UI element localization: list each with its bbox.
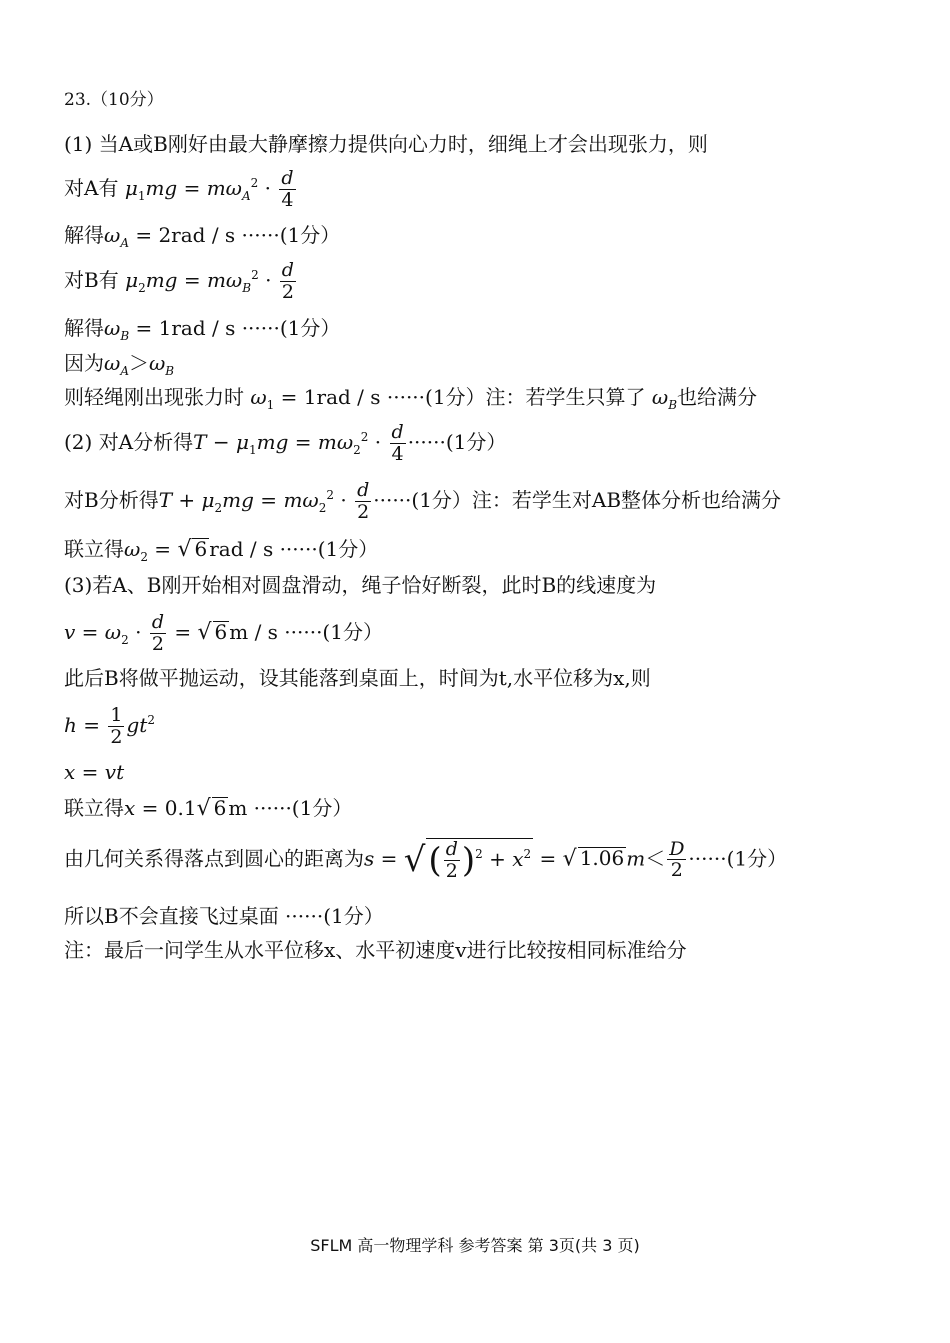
conclusion: 所以B不会直接飞过桌面 ······(1分） [64, 904, 384, 928]
fraction: $\frac{d}{4}$ [391, 421, 404, 465]
page-footer: SFLM 高一物理学科 参考答案 第 3页(共 3 页) [310, 1236, 640, 1255]
fraction: $\frac{D}{2}$ [669, 837, 685, 882]
fraction: $\frac{d}{2}$ [151, 611, 164, 655]
eq-a-force: 对A有 $\mu_1mg = m\omega_A^2$ · $\frac{d}{4}$ [64, 167, 294, 211]
fraction: $\frac{1}{2}$ [110, 704, 123, 748]
eq-part2-a: (2) 对A分析得$T - \mu_1mg = m\omega_2^2$ · $\frac{d}{4}$ ······(1分） [64, 421, 507, 465]
eq-part2-b: 对B分析得$T + \mu_2mg = m\omega_2^2$ · $\frac{d}{2}$ ······(1分）注：若学生对AB整体分析也给满分 [64, 479, 782, 523]
fraction: $\frac{d}{2}$ [357, 479, 370, 523]
part3-projectile: 此后B将做平抛运动，设其能落到桌面上，时间为t,水平位移为x,则 [64, 666, 651, 690]
eq-velocity: $v = \omega_2$ · $\frac{d}{2}$ = √ 6 m / s ······(1分） [64, 611, 383, 655]
eq-omega1: 则轻绳刚出现张力时 $\omega_1 = 1rad / s \cdot\cdot\cdot\cdot\cdot\cdot(1$分）注：若学生只算了 $\omega_B$也给满分 [64, 385, 758, 412]
eq-distance: 由几何关系得落点到圆心的距离为s = √( $\frac{d}{2}$ )$^2 + x^2$ = √ 1.06 m＜ $\frac{D}{2}$ ······(1分） [64, 837, 788, 882]
eq-compare: 因为$\omega_A>\omega_B$ [64, 351, 175, 378]
final-note: 注：最后一问学生从水平位移x、水平初速度v进行比较按相同标准给分 [64, 938, 687, 962]
eq-omega-a: 解得$\omega_A = 2rad / s \cdot\cdot\cdot\cdot\cdot\cdot(1$分） [64, 223, 341, 250]
eq-b-force: 对B有 $\mu_2mg = m\omega_B^2$ · $\frac{d}{2}$ [64, 259, 294, 303]
eq-x: x = vt [64, 760, 125, 784]
eq-x-value: 联立得x = 0.1√ 6 m ······(1分） [64, 796, 353, 821]
eq-omega2: 联立得$\omega_2$ = √ 6 rad / s ······(1分） [64, 537, 379, 564]
question-header: 23.（10分） [64, 90, 164, 110]
part3-intro: (3)若A、B刚开始相对圆盘滑动，绳子恰好断裂，此时B的线速度为 [64, 573, 657, 597]
eq-height: h = $\frac{1}{2}$ $gt^2$ [64, 704, 155, 748]
eq-omega-b: 解得$\omega_B = 1rad / s \cdot\cdot\cdot\cdot\cdot\cdot(1$分） [64, 316, 341, 343]
fraction: $\frac{d}{2}$ [281, 259, 294, 303]
fraction: $\frac{d}{4}$ [281, 167, 294, 211]
part1-intro: (1) 当A或B刚好由最大静摩擦力提供向心力时，细绳上才会出现张力，则 [64, 132, 708, 156]
